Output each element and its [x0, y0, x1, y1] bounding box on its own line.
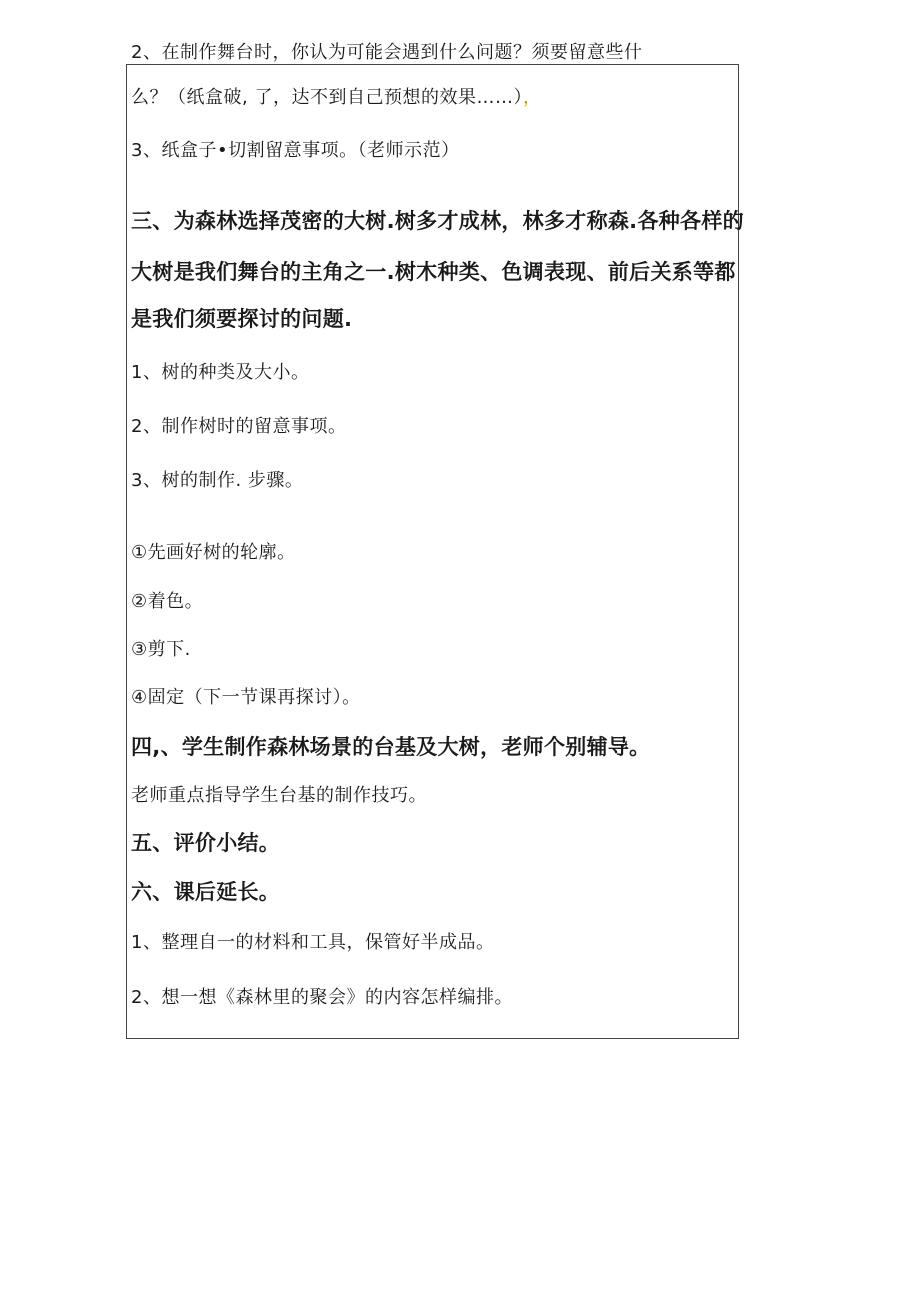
list-item: 3、树的制作. 步骤。	[131, 470, 304, 491]
step-item: ③剪下.	[131, 639, 191, 660]
section-5-title: 五、评价小结。	[131, 831, 281, 855]
question-2-continuation-text: 么？（纸盒破, 了，达不到自己预想的效果……）	[131, 87, 523, 108]
section-6-title: 六、课后延长。	[131, 880, 281, 904]
section-4-title: 四,、学生制作森林场景的台基及大树，老师个别辅导。	[131, 735, 651, 759]
section-4-note: 老师重点指导学生台基的制作技巧。	[131, 785, 427, 806]
step-item: ④固定（下一节课再探讨）。	[131, 687, 361, 708]
section-3-title-line-3: 是我们须要探讨的问题.	[131, 307, 353, 331]
item-3-carton-cutting: 3、纸盒子•切割留意事项。（老师示范）	[131, 140, 460, 161]
stray-comma-mark: ，	[522, 87, 542, 108]
step-item: ②着色。	[131, 591, 204, 612]
list-item: 2、制作树时的留意事项。	[131, 416, 347, 437]
list-item: 1、树的种类及大小。	[131, 362, 310, 383]
list-item: 1、整理自一的材料和工具，保管好半成品。	[131, 932, 495, 953]
section-3-title-line-1: 三、为森林选择茂密的大树.树多才成林，林多才称森.各种各样的	[131, 209, 744, 233]
question-2-continuation	[131, 89, 541, 107]
question-2-line: 2、在制作舞台时，你认为可能会遇到什么问题？须要留意些什	[131, 42, 643, 63]
step-item: ①先画好树的轮廓。	[131, 542, 296, 563]
section-3-title-line-2: 大树是我们舞台的主角之一.树木种类、色调表现、前后关系等都	[131, 260, 736, 284]
list-item: 2、想一想《森林里的聚会》的内容怎样编排。	[131, 987, 513, 1008]
